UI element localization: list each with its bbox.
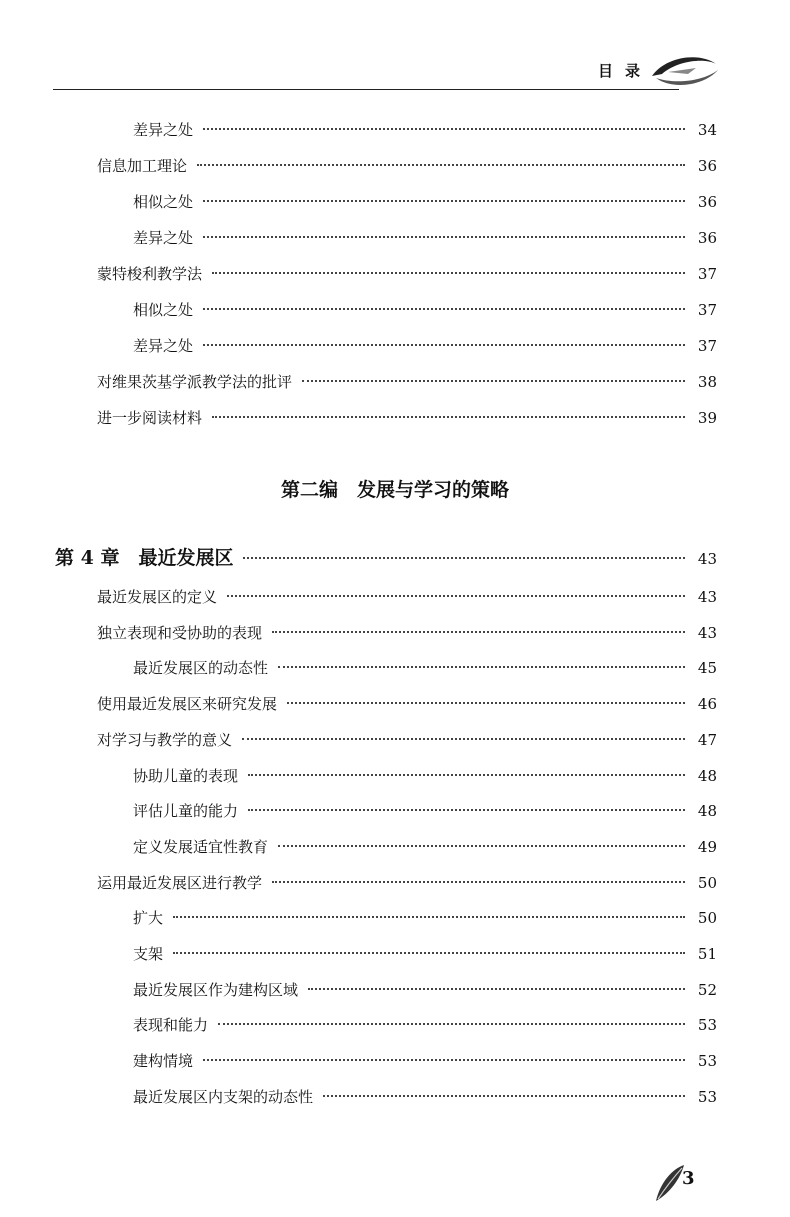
toc-entry[interactable] — [133, 334, 717, 358]
dot-leader — [203, 236, 685, 238]
running-header-title: 目录 — [598, 62, 653, 80]
toc-entry-label: 最近发展区的动态性 — [133, 659, 269, 678]
toc-entry[interactable] — [97, 692, 717, 716]
toc-entry[interactable] — [97, 154, 717, 178]
dot-leader — [203, 344, 685, 346]
toc-entry[interactable] — [133, 190, 717, 214]
toc-entry-label: 独立表现和受协助的表现 — [97, 623, 263, 642]
dot-leader — [248, 774, 685, 776]
toc-entry[interactable] — [97, 585, 717, 609]
dot-leader — [212, 416, 685, 418]
dot-leader — [218, 1023, 685, 1025]
chapter-entry[interactable] — [55, 544, 717, 572]
dot-leader — [308, 988, 685, 990]
toc-entry-page: 50 — [697, 873, 717, 892]
page-number: 3 — [682, 1168, 695, 1189]
toc-entry-page: 53 — [697, 1016, 717, 1035]
toc-entry-page: 46 — [697, 695, 717, 714]
dot-leader — [302, 380, 685, 382]
dot-leader — [278, 845, 685, 847]
toc-entry[interactable] — [97, 728, 717, 752]
toc-entry-label: 对维果茨基学派教学法的批评 — [97, 373, 293, 391]
toc-entry-page: 36 — [697, 193, 717, 211]
toc-entry-label: 相似之处 — [133, 193, 194, 211]
toc-entry-page: 36 — [697, 229, 717, 247]
dot-leader — [173, 952, 685, 954]
dot-leader — [272, 631, 685, 633]
dot-leader — [227, 595, 685, 597]
toc-entry-page: 37 — [697, 301, 717, 319]
dot-leader — [272, 881, 685, 883]
toc-entry-label: 对学习与教学的意义 — [97, 730, 233, 749]
toc-entry-label: 差异之处 — [133, 229, 194, 247]
toc-entry-page: 34 — [697, 121, 717, 139]
dot-leader — [287, 702, 685, 704]
toc-entry-label: 相似之处 — [133, 301, 194, 319]
dot-leader — [203, 128, 685, 130]
toc-entry[interactable] — [133, 226, 717, 250]
toc-entry-label: 进一步阅读材料 — [97, 409, 203, 427]
toc-entry-page: 37 — [697, 265, 717, 283]
toc-entry-page: 43 — [697, 623, 717, 642]
header-rule — [53, 89, 679, 90]
toc-entry-label: 差异之处 — [133, 121, 194, 139]
toc-entry[interactable] — [133, 978, 717, 1002]
dot-leader — [203, 200, 685, 202]
toc-entry-label: 评估儿童的能力 — [133, 802, 239, 821]
toc-entry-page: 43 — [697, 588, 717, 606]
toc-entry-label: 蒙特梭利教学法 — [97, 265, 203, 283]
toc-entry-page: 39 — [697, 409, 717, 427]
swoosh-ornament-icon — [648, 50, 720, 92]
toc-entry-label: 最近发展区的定义 — [97, 588, 218, 606]
toc-entry[interactable] — [133, 799, 717, 823]
toc-entry-label: 协助儿童的表现 — [133, 766, 239, 785]
toc-entry-label: 建构情境 — [133, 1052, 194, 1071]
toc-entry-label: 支架 — [133, 945, 164, 963]
dot-leader — [203, 1059, 685, 1061]
toc-entry[interactable] — [97, 871, 717, 895]
dot-leader — [323, 1095, 685, 1097]
toc-entry-label: 差异之处 — [133, 337, 194, 355]
chapter-label: 第 4 章 最近发展区 — [55, 547, 234, 569]
toc-entry-page: 49 — [697, 837, 717, 856]
dot-leader — [203, 308, 685, 310]
dot-leader — [278, 666, 685, 668]
toc-entry[interactable] — [133, 1085, 717, 1109]
toc-entry-page: 52 — [697, 980, 717, 999]
toc-entry-page: 37 — [697, 337, 717, 355]
toc-entry-page: 51 — [697, 945, 717, 963]
toc-entry-page: 38 — [697, 373, 717, 391]
toc-entry[interactable] — [133, 942, 717, 966]
toc-entry-label: 扩大 — [133, 909, 164, 928]
toc-entry-page: 53 — [697, 1052, 717, 1071]
dot-leader — [173, 916, 685, 918]
dot-leader — [197, 164, 685, 166]
chapter-page: 43 — [697, 550, 717, 568]
toc-entry-label: 最近发展区内支架的动态性 — [133, 1087, 314, 1106]
toc-entry[interactable] — [133, 1049, 717, 1073]
toc-entry-label: 表现和能力 — [133, 1016, 209, 1035]
toc-entry-page: 53 — [697, 1087, 717, 1106]
toc-entry[interactable] — [133, 298, 717, 322]
toc-entry[interactable] — [133, 1013, 717, 1037]
toc-entry[interactable] — [97, 621, 717, 645]
toc-entry[interactable] — [133, 656, 717, 680]
toc-entry-page: 45 — [697, 659, 717, 678]
toc-entry[interactable] — [97, 262, 717, 286]
toc-entry-page: 50 — [697, 909, 717, 928]
toc-entry-label: 使用最近发展区来研究发展 — [97, 695, 278, 714]
toc-entry-page: 47 — [697, 730, 717, 749]
toc-entry[interactable] — [133, 835, 717, 859]
dot-leader — [212, 272, 685, 274]
dot-leader — [242, 738, 685, 740]
dot-leader — [243, 557, 685, 559]
toc-entry[interactable] — [97, 406, 717, 430]
toc-entry[interactable] — [133, 764, 717, 788]
toc-entry[interactable] — [133, 118, 717, 142]
toc-entry-page: 48 — [697, 802, 717, 821]
toc-entry-label: 运用最近发展区进行教学 — [97, 873, 263, 892]
dot-leader — [248, 809, 685, 811]
toc-entry-page: 36 — [697, 157, 717, 175]
part-title: 第二编 发展与学习的策略 — [280, 479, 509, 501]
toc-entry-label: 最近发展区作为建构区域 — [133, 980, 299, 999]
toc-entry-page: 48 — [697, 766, 717, 785]
toc-entry[interactable] — [133, 906, 717, 930]
toc-entry[interactable] — [97, 370, 717, 394]
toc-entry-label: 信息加工理论 — [97, 157, 188, 175]
toc-entry-label: 定义发展适宜性教育 — [133, 837, 269, 856]
